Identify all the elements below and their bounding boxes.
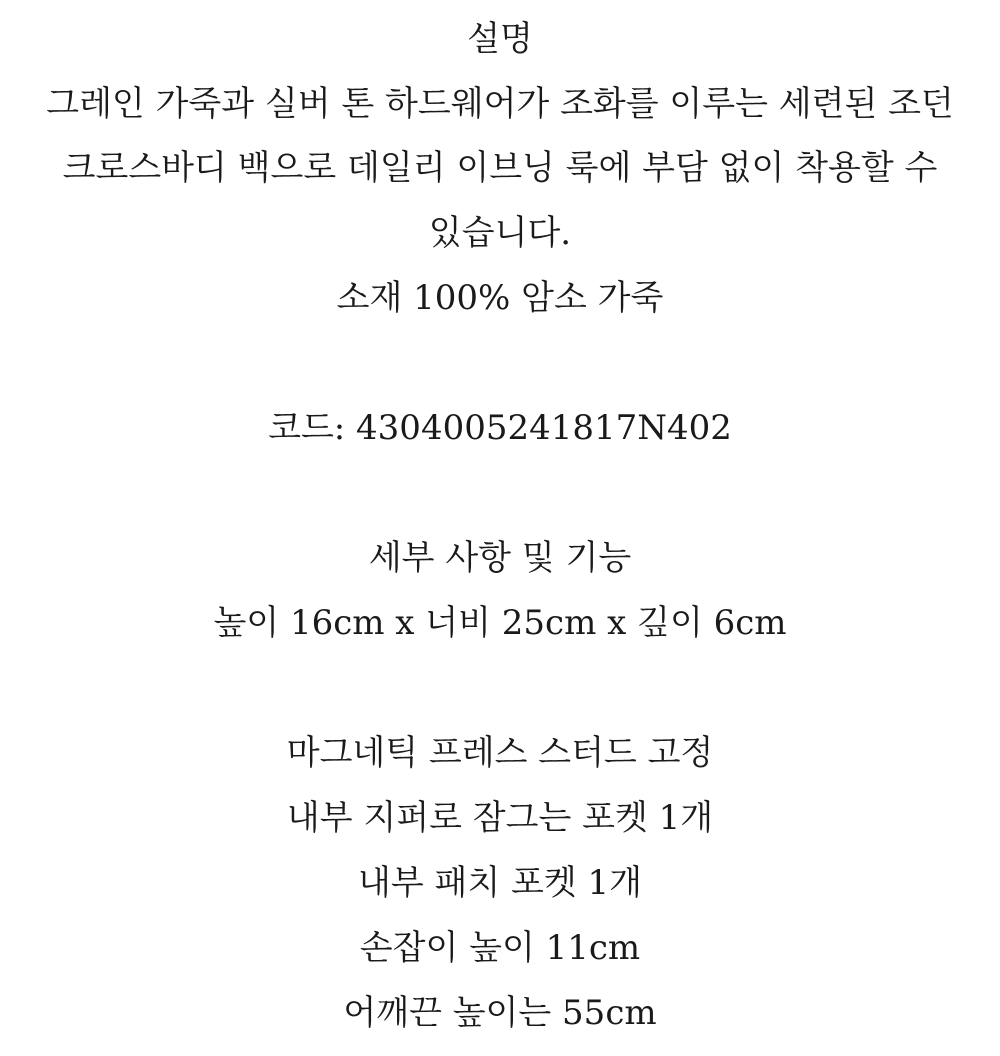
feature-item: 내부 지퍼로 잠그는 포켓 1개 — [286, 798, 714, 838]
description-body-line-1: 그레인 가죽과 실버 톤 하드웨어가 조화를 이루는 세련된 조던 — [46, 84, 954, 124]
product-code: 코드: 4304005241817N402 — [268, 408, 732, 448]
description-heading: 설명 — [467, 19, 533, 59]
dimensions-text: 높이 16cm x 너비 25cm x 깊이 6cm — [213, 603, 787, 643]
feature-item: 마그네틱 프레스 스터드 고정 — [286, 733, 714, 773]
description-body-line-3: 있습니다. — [428, 213, 572, 253]
feature-item: 내부 패치 포켓 1개 — [358, 863, 642, 903]
description-body-line-2: 크로스바디 백으로 데일리 이브닝 룩에 부담 없이 착용할 수 — [62, 148, 938, 188]
feature-item: 어깨끈 높이는 55cm — [343, 993, 657, 1033]
details-heading: 세부 사항 및 기능 — [368, 538, 632, 578]
material-text: 소재 100% 암소 가죽 — [336, 278, 664, 318]
feature-item: 손잡이 높이 11cm — [359, 928, 641, 968]
